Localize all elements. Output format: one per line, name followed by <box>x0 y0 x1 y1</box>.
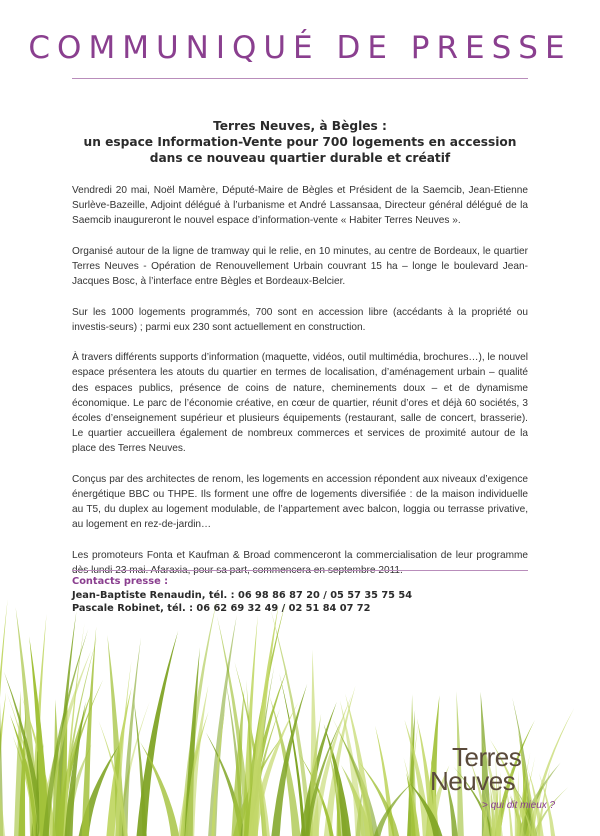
headline-line-3: dans ce nouveau quartier durable et créatif <box>149 151 451 165</box>
paragraph-6: Les promoteurs Fonta et Kaufman & Broad commenceront la commercialisation de leur programme <box>72 549 528 561</box>
logo-word-terres: Terres <box>452 742 522 772</box>
headline <box>60 118 540 166</box>
contacts-label: Contacts presse : <box>72 576 169 587</box>
contact-line-1: Jean-Baptiste Renaudin, tél. : 06 98 86 87 20 / 05 57 35 75 54 <box>72 589 413 601</box>
paragraph-5: Conçus par des architectes de renom, les logements en accession répondent aux niveaux d’exigence énergétique BBC ou THPE. Ils forment une offre de logements diversifiée : de la maison individuelle au T5, du duplex au logement modulable, de l’appartement avec balcon, loggia ou terrasse privative, au logement en rez-de-jardin… <box>72 473 528 531</box>
logo-tagline: > qui dit mieux ? <box>482 800 556 811</box>
terres-neuves-logo <box>430 744 580 814</box>
header-divider <box>72 78 528 79</box>
body-text <box>72 183 528 593</box>
paragraph-1: Vendredi 20 mai, Noël Mamère, Député-Maire de Bègles et Président de la Saemcib, Jean-Etienne Surlève-Bazeille, Adjoint délégué à l’urbanisme et André Lassansaa, Directeur général délégué de la Saemcib inaugureront le nouvel espace d’information-vente « Habiter Terres Neuves ». <box>72 185 528 227</box>
paragraph-3: Sur les 1000 logements programmés, 700 sont en accession libre (accédants à la propriété ou investis-seurs) ; parmi eux 230 sont actuellement en construction. <box>72 306 528 333</box>
contact-line-2: Pascale Robinet, tél. : 06 62 69 32 49 / 02 51 84 07 72 <box>72 603 371 614</box>
contacts-divider <box>72 570 528 571</box>
page-title: COMMUNIQUÉ DE PRESSE <box>28 30 572 66</box>
headline-line-1: Terres Neuves, à Bègles : <box>213 119 387 133</box>
headline-line-2: un espace Information-Vente pour 700 logements en accession <box>83 135 517 149</box>
paragraph-4: À travers différents supports d’information (maquette, vidéos, outil multimédia, brochures…), le nouvel espace présentera les atouts du quartier en termes de localisation, d’aménagement urbain – qualité des espaces publics, présence de coins de nature, cheminements doux – et de dynamisme économique. Le parc de l’économie créative, en cœur de quartier, réunit d’ores et déjà 60 sociétés, 3 écoles d’enseignement supérieur et plusieurs équipements (restaurant, salle de concert, brasserie). Le quartier accueillera également de nombreux commerces et services de proximité autour de la place des Terres Neuves. <box>72 352 528 455</box>
paragraph-2: Organisé autour de la ligne de tramway qui le relie, en 10 minutes, au centre de Bordeaux, le quartier Terres Neuves - Opération de Renouvellement Urbain couvrant 15 ha – longe le boulevard Jean-Jacques Bosc, à l’interface entre Bègles et Bordeaux-Belcier. <box>72 245 528 288</box>
logo-word-neuves: Neuves <box>430 766 516 796</box>
